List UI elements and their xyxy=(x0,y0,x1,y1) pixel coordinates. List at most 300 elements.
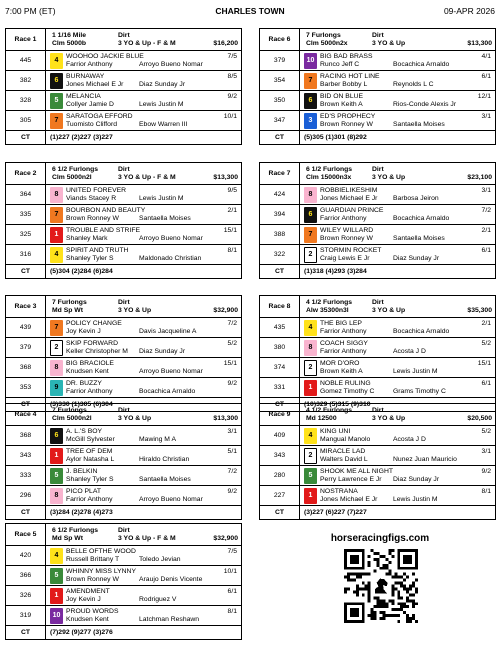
jockey-name: Viands Stacey R xyxy=(66,194,117,202)
program-number: 5 xyxy=(304,468,317,484)
program-number: 1 xyxy=(304,488,317,504)
ct-label: CT xyxy=(6,398,46,412)
jockey-name: Shanley Tyler S xyxy=(66,475,114,483)
entry-row[interactable] xyxy=(46,586,242,606)
race-label[interactable]: Race 5 xyxy=(6,524,46,546)
jockey-name: Knudsen Kent xyxy=(66,367,109,375)
race-date: 09-APR 2026 xyxy=(443,6,495,16)
race-purse: $35,300 xyxy=(467,306,492,314)
entry-row[interactable] xyxy=(300,71,496,91)
trainer-name: Diaz Sunday Jr xyxy=(139,80,186,88)
race-label[interactable]: Race 9 xyxy=(260,404,300,426)
trainer-name: Bocachica Arnaldo xyxy=(393,214,450,222)
trainer-name: Arroyo Bueno Nomar xyxy=(139,495,203,503)
jockey-name: Farrior Anthony xyxy=(66,495,113,503)
jockey-name: Shanley Tyler S xyxy=(66,254,114,262)
entry-row[interactable] xyxy=(300,338,496,358)
entry-row[interactable] xyxy=(300,225,496,245)
race-age: 3 YO & Up - F & M xyxy=(118,39,176,47)
power-rating: 366 xyxy=(6,566,46,586)
entry-row[interactable] xyxy=(300,486,496,506)
track-name: CHARLES TOWN xyxy=(215,6,285,16)
program-number: 2 xyxy=(304,448,317,464)
jockey-name: Farrior Anthony xyxy=(320,347,367,355)
jockey-name: Farrior Anthony xyxy=(320,214,367,222)
trainer-name: Bocachica Arnaldo xyxy=(139,387,196,395)
trainer-name: Arroyo Bueno Nomar xyxy=(139,367,203,375)
entry-row[interactable] xyxy=(46,185,242,205)
jockey-name: Jones Michael E Jr xyxy=(320,495,378,503)
entry-row[interactable] xyxy=(300,446,496,466)
power-rating: 280 xyxy=(260,466,300,486)
program-number: 6 xyxy=(50,428,63,444)
race-age: 3 YO & Up - F & M xyxy=(118,534,176,542)
ct-label: CT xyxy=(6,265,46,279)
race-distance: 6 1/2 Furlongs xyxy=(52,526,99,534)
program-number: 5 xyxy=(50,568,63,584)
horse-name: NOBLE RULING xyxy=(320,379,371,387)
horse-name: MELANCIA xyxy=(66,92,101,100)
race-class: Clm 5000n2l xyxy=(52,414,92,422)
jockey-name: Shanley Mark xyxy=(66,234,108,242)
race-label[interactable]: Race 6 xyxy=(260,29,300,51)
race-conditions xyxy=(46,296,242,318)
entry-row[interactable] xyxy=(46,338,242,358)
race-class: Clm 5000n2x xyxy=(306,39,348,47)
jockey-name: Keller Christopher M xyxy=(66,347,128,355)
morning-line-odds: 8/1 xyxy=(227,607,237,615)
race-conditions xyxy=(300,296,496,318)
jockey-name: Mangual Manolo xyxy=(320,435,371,443)
race-surface: Dirt xyxy=(118,526,130,534)
race-surface: Dirt xyxy=(372,298,384,306)
horse-name: AMENDMENT xyxy=(66,587,110,595)
ct-label: CT xyxy=(260,131,300,145)
horse-name: STORMIN ROCKET xyxy=(320,246,382,254)
horse-name: SHOOK ME ALL NIGHT xyxy=(320,467,394,475)
entry-row[interactable] xyxy=(300,426,496,446)
morning-line-odds: 6/1 xyxy=(227,587,237,595)
power-rating: 343 xyxy=(260,446,300,466)
morning-line-odds: 15/1 xyxy=(223,226,237,234)
program-number: 8 xyxy=(304,340,317,356)
trainer-name: Maldonado Christian xyxy=(139,254,202,262)
morning-line-odds: 3/1 xyxy=(481,186,491,194)
race-surface: Dirt xyxy=(118,31,130,39)
race-conditions xyxy=(46,29,242,51)
jockey-name: Joy Kevin J xyxy=(66,327,101,335)
entry-row[interactable] xyxy=(46,205,242,225)
race-conditions xyxy=(46,404,242,426)
jockey-name: Gomez Timothy C xyxy=(320,387,375,395)
race-age: 3 YO & Up xyxy=(118,306,152,314)
entry-row[interactable] xyxy=(300,318,496,338)
ct-values: (7)292 (9)277 (3)276 xyxy=(46,626,242,640)
horse-name: SKIP FORWARD xyxy=(66,339,118,347)
power-rating: 368 xyxy=(6,426,46,446)
horse-name: MIRACLE LAD xyxy=(320,447,366,455)
entry-row[interactable] xyxy=(46,71,242,91)
trainer-name: Rios-Conde Alexis Jr xyxy=(393,100,457,108)
jockey-name: Joy Kevin J xyxy=(66,595,101,603)
program-number: 7 xyxy=(50,113,63,129)
race-card xyxy=(5,403,242,520)
ct-values: (5)305 (1)301 (8)292 xyxy=(300,131,496,145)
morning-line-odds: 7/5 xyxy=(227,52,237,60)
program-number: 1 xyxy=(50,227,63,243)
page-header xyxy=(5,6,495,20)
entry-row[interactable] xyxy=(300,466,496,486)
horse-name: BIG BRACIOLE xyxy=(66,359,114,367)
ct-label: CT xyxy=(6,506,46,520)
entry-row[interactable] xyxy=(46,378,242,398)
horse-name: PROUD WORDS xyxy=(66,607,119,615)
horse-name: BOURBON AND BEAUTY xyxy=(66,206,146,214)
race-distance: 7 Furlongs xyxy=(306,31,341,39)
power-rating: 388 xyxy=(260,225,300,245)
morning-line-odds: 9/2 xyxy=(227,92,237,100)
jockey-name: Jones Michael E Jr xyxy=(320,194,378,202)
morning-line-odds: 2/1 xyxy=(227,206,237,214)
entry-row[interactable] xyxy=(300,51,496,71)
power-rating: 420 xyxy=(6,546,46,566)
race-class: Md Sp Wt xyxy=(52,534,83,542)
program-number: 7 xyxy=(50,320,63,336)
trainer-name: Bocachica Arnaldo xyxy=(393,60,450,68)
trainer-name: Santaella Moises xyxy=(393,120,445,128)
morning-line-odds: 9/2 xyxy=(227,487,237,495)
morning-line-odds: 7/2 xyxy=(227,319,237,327)
trainer-name: Nunez Juan Mauricio xyxy=(393,455,457,463)
horse-name: A. L.'S BOY xyxy=(66,427,103,435)
ct-label: CT xyxy=(260,398,300,412)
entry-row[interactable] xyxy=(46,566,242,586)
jockey-name: Farrior Anthony xyxy=(320,327,367,335)
race-purse: $13,300 xyxy=(213,414,238,422)
power-rating: 316 xyxy=(6,245,46,265)
ct-values: (5)304 (2)284 (6)284 xyxy=(46,265,242,279)
entry-row[interactable] xyxy=(46,111,242,131)
race-conditions xyxy=(46,524,242,546)
race-distance: 7 Furlongs xyxy=(52,406,87,414)
jockey-name: Brown Ronney W xyxy=(66,575,119,583)
trainer-name: Araujo Denis Vicente xyxy=(139,575,203,583)
horse-name: SPIRIT AND TRUTH xyxy=(66,246,129,254)
race-label[interactable]: Race 4 xyxy=(6,404,46,426)
trainer-name: Grams Timothy C xyxy=(393,387,446,395)
race-age: 3 YO & Up - F & M xyxy=(118,173,176,181)
horse-name: THE BIG LEP xyxy=(320,319,362,327)
ct-label: CT xyxy=(6,626,46,640)
power-rating: 296 xyxy=(6,486,46,506)
entry-row[interactable] xyxy=(46,426,242,446)
trainer-name: Ebow Warren III xyxy=(139,120,188,128)
power-rating: 394 xyxy=(260,205,300,225)
race-surface: Dirt xyxy=(372,31,384,39)
race-purse: $32,900 xyxy=(213,306,238,314)
entry-row[interactable] xyxy=(46,446,242,466)
program-number: 5 xyxy=(50,93,63,109)
horse-name: WOOHOO JACKIE BLUE xyxy=(66,52,144,60)
entry-row[interactable] xyxy=(46,318,242,338)
race-distance: 7 Furlongs xyxy=(52,298,87,306)
entry-row[interactable] xyxy=(46,225,242,245)
trainer-name: Acosta J D xyxy=(393,435,426,443)
morning-line-odds: 3/1 xyxy=(481,447,491,455)
jockey-name: Brown Keith A xyxy=(320,100,363,108)
horse-name: POLICY CHANGE xyxy=(66,319,122,327)
horse-name: BID ON BLUE xyxy=(320,92,364,100)
power-rating: 305 xyxy=(6,111,46,131)
trainer-name: Lewis Justin M xyxy=(139,100,184,108)
morning-line-odds: 10/1 xyxy=(223,567,237,575)
entry-row[interactable] xyxy=(46,358,242,378)
morning-line-odds: 9/5 xyxy=(227,186,237,194)
morning-line-odds: 5/2 xyxy=(481,427,491,435)
entry-row[interactable] xyxy=(300,378,496,398)
morning-line-odds: 4/1 xyxy=(481,52,491,60)
trainer-name: Mawing M A xyxy=(139,435,177,443)
trainer-name: Latchman Reshawn xyxy=(139,615,200,623)
race-card xyxy=(5,162,242,279)
program-number: 3 xyxy=(304,113,317,129)
jockey-name: Russell Brittany T xyxy=(66,555,120,563)
program-number: 10 xyxy=(304,53,317,69)
trainer-name: Diaz Sunday Jr xyxy=(139,347,186,355)
morning-line-odds: 5/2 xyxy=(481,339,491,347)
power-rating: 435 xyxy=(260,318,300,338)
program-number: 4 xyxy=(50,53,63,69)
race-card xyxy=(5,28,242,145)
jockey-name: Tuomisto Clifford xyxy=(66,120,117,128)
entry-row[interactable] xyxy=(46,546,242,566)
trainer-name: Bocachica Arnaldo xyxy=(393,327,450,335)
morning-line-odds: 8/5 xyxy=(227,72,237,80)
power-rating: 374 xyxy=(260,358,300,378)
morning-line-odds: 2/1 xyxy=(481,319,491,327)
program-number: 8 xyxy=(50,488,63,504)
power-rating: 382 xyxy=(6,71,46,91)
trainer-name: Lewis Justin M xyxy=(139,194,184,202)
program-number: 1 xyxy=(50,448,63,464)
race-conditions xyxy=(300,163,496,185)
race-age: 3 YO & Up xyxy=(372,414,406,422)
race-surface: Dirt xyxy=(372,165,384,173)
power-rating: 439 xyxy=(6,318,46,338)
post-time: 7:00 PM (ET) xyxy=(5,6,56,16)
race-conditions xyxy=(300,29,496,51)
program-number: 7 xyxy=(50,207,63,223)
race-class: Clm 5000n2l xyxy=(52,173,92,181)
horse-name: NOSTRANA xyxy=(320,487,358,495)
program-number: 8 xyxy=(50,360,63,376)
morning-line-odds: 2/1 xyxy=(481,226,491,234)
entry-row[interactable] xyxy=(300,358,496,378)
trainer-name: Diaz Sunday Jr xyxy=(393,475,440,483)
program-number: 6 xyxy=(50,73,63,89)
power-rating: 322 xyxy=(260,245,300,265)
horse-name: BURNAWAY xyxy=(66,72,105,80)
ct-label: CT xyxy=(260,506,300,520)
race-surface: Dirt xyxy=(372,406,384,414)
trainer-name: Hiraldo Christian xyxy=(139,455,190,463)
entry-row[interactable] xyxy=(46,466,242,486)
race-conditions xyxy=(300,404,496,426)
entry-row[interactable] xyxy=(300,91,496,111)
horse-name: WILEY WILLARD xyxy=(320,226,374,234)
morning-line-odds: 5/1 xyxy=(227,447,237,455)
race-card xyxy=(5,523,242,640)
race-label[interactable]: Race 3 xyxy=(6,296,46,318)
morning-line-odds: 7/5 xyxy=(227,547,237,555)
qr-code-icon xyxy=(344,549,418,623)
race-age: 3 YO & Up xyxy=(372,39,406,47)
power-rating: 353 xyxy=(6,378,46,398)
jockey-name: Brown Ronney W xyxy=(320,120,373,128)
race-label[interactable]: Race 1 xyxy=(6,29,46,51)
morning-line-odds: 3/1 xyxy=(227,427,237,435)
power-rating: 331 xyxy=(260,378,300,398)
race-card xyxy=(259,403,496,520)
jockey-name: Jones Michael E Jr xyxy=(66,80,124,88)
morning-line-odds: 7/2 xyxy=(481,206,491,214)
horse-name: GUARDIAN PRINCE xyxy=(320,206,384,214)
race-card xyxy=(5,295,242,412)
jockey-name: Walters David L xyxy=(320,455,368,463)
jockey-name: Knudsen Kent xyxy=(66,615,109,623)
race-purse: $23,100 xyxy=(467,173,492,181)
race-conditions xyxy=(46,163,242,185)
morning-line-odds: 6/1 xyxy=(481,72,491,80)
power-rating: 326 xyxy=(6,586,46,606)
program-number: 2 xyxy=(304,247,317,263)
morning-line-odds: 8/1 xyxy=(227,246,237,254)
trainer-name: Acosta J D xyxy=(393,347,426,355)
jockey-name: Farrior Anthony xyxy=(66,387,113,395)
entry-row[interactable] xyxy=(46,91,242,111)
entry-row[interactable] xyxy=(300,205,496,225)
power-rating: 380 xyxy=(260,338,300,358)
power-rating: 328 xyxy=(6,91,46,111)
race-age: 3 YO & Up xyxy=(372,306,406,314)
entry-row[interactable] xyxy=(46,606,242,626)
jockey-name: Craig Lewis E Jr xyxy=(320,254,370,262)
horse-name: UNITED FOREVER xyxy=(66,186,127,194)
entry-row[interactable] xyxy=(46,486,242,506)
morning-line-odds: 8/1 xyxy=(481,487,491,495)
entry-row[interactable] xyxy=(300,185,496,205)
site-url[interactable]: horseracingfigs.com xyxy=(330,533,430,544)
race-distance: 4 1/2 Furlongs xyxy=(306,406,353,414)
trainer-name: Reynolds L C xyxy=(393,80,434,88)
race-surface: Dirt xyxy=(118,165,130,173)
morning-line-odds: 7/2 xyxy=(227,467,237,475)
program-number: 10 xyxy=(50,608,63,624)
jockey-name: Brown Keith A xyxy=(320,367,363,375)
power-rating: 319 xyxy=(6,606,46,626)
trainer-name: Santaella Moises xyxy=(139,214,191,222)
ct-values: (3)227 (6)227 (7)227 xyxy=(300,506,496,520)
ct-values: (3)330 (1)305 (6)304 xyxy=(46,398,242,412)
race-card xyxy=(259,28,496,145)
jockey-name: McGill Sylvester xyxy=(66,435,115,443)
power-rating: 354 xyxy=(260,71,300,91)
race-label[interactable]: Race 7 xyxy=(260,163,300,185)
power-rating: 343 xyxy=(6,446,46,466)
morning-line-odds: 6/1 xyxy=(481,246,491,254)
morning-line-odds: 15/1 xyxy=(223,359,237,367)
entry-row[interactable] xyxy=(300,245,496,265)
morning-line-odds: 6/1 xyxy=(481,379,491,387)
morning-line-odds: 12/1 xyxy=(477,92,491,100)
race-distance: 6 1/2 Furlongs xyxy=(306,165,353,173)
jockey-name: Aylor Natasha L xyxy=(66,455,115,463)
horse-name: BIG BAD BRASS xyxy=(320,52,373,60)
jockey-name: Barber Bobby L xyxy=(320,80,368,88)
ct-values: (1)318 (4)293 (3)284 xyxy=(300,265,496,279)
morning-line-odds: 3/1 xyxy=(481,112,491,120)
race-class: Alw 35300n3l xyxy=(306,306,349,314)
race-class: Md 12500 xyxy=(306,414,337,422)
race-purse: $16,200 xyxy=(213,39,238,47)
power-rating: 333 xyxy=(6,466,46,486)
trainer-name: Santaella Moises xyxy=(139,475,191,483)
race-label[interactable]: Race 2 xyxy=(6,163,46,185)
ct-values: (1)227 (2)227 (3)227 xyxy=(46,131,242,145)
jockey-name: Runco Jeff C xyxy=(320,60,360,68)
entry-row[interactable] xyxy=(46,245,242,265)
power-rating: 368 xyxy=(6,358,46,378)
program-number: 4 xyxy=(50,247,63,263)
morning-line-odds: 5/2 xyxy=(227,339,237,347)
race-purse: $32,900 xyxy=(213,534,238,542)
race-label[interactable]: Race 8 xyxy=(260,296,300,318)
jockey-name: Perry Lawrence E Jr xyxy=(320,475,382,483)
trainer-name: Santaella Moises xyxy=(393,234,445,242)
race-class: Md Sp Wt xyxy=(52,306,83,314)
entry-row[interactable] xyxy=(46,51,242,71)
race-class: Clm 5000b xyxy=(52,39,87,47)
entry-row[interactable] xyxy=(300,111,496,131)
morning-line-odds: 15/1 xyxy=(477,359,491,367)
power-rating: 227 xyxy=(260,486,300,506)
horse-name: MOR D'ORO xyxy=(320,359,360,367)
program-number: 4 xyxy=(304,428,317,444)
race-purse: $20,500 xyxy=(467,414,492,422)
race-distance: 1 1/16 Mile xyxy=(52,31,87,39)
horse-name: SARATOGA EFFORD xyxy=(66,112,133,120)
race-age: 3 YO & Up xyxy=(372,173,406,181)
trainer-name: Davis Jacqueline A xyxy=(139,327,197,335)
morning-line-odds: 9/2 xyxy=(481,467,491,475)
race-class: Clm 15000n3x xyxy=(306,173,352,181)
program-number: 8 xyxy=(50,187,63,203)
trainer-name: Diaz Sunday Jr xyxy=(393,254,440,262)
power-rating: 350 xyxy=(260,91,300,111)
jockey-name: Brown Ronney W xyxy=(320,234,373,242)
power-rating: 335 xyxy=(6,205,46,225)
jockey-name: Collyer Jamie D xyxy=(66,100,114,108)
trainer-name: Toledo Jevian xyxy=(139,555,181,563)
power-rating: 379 xyxy=(6,338,46,358)
power-rating: 347 xyxy=(260,111,300,131)
horse-name: RACING HOT LINE xyxy=(320,72,380,80)
ct-values: (10)329 (5)315 (9)310 xyxy=(300,398,496,412)
horse-name: ROBBIELIKESHIM xyxy=(320,186,378,194)
program-number: 4 xyxy=(50,548,63,564)
trainer-name: Lewis Justin M xyxy=(393,495,438,503)
program-number: 7 xyxy=(304,227,317,243)
